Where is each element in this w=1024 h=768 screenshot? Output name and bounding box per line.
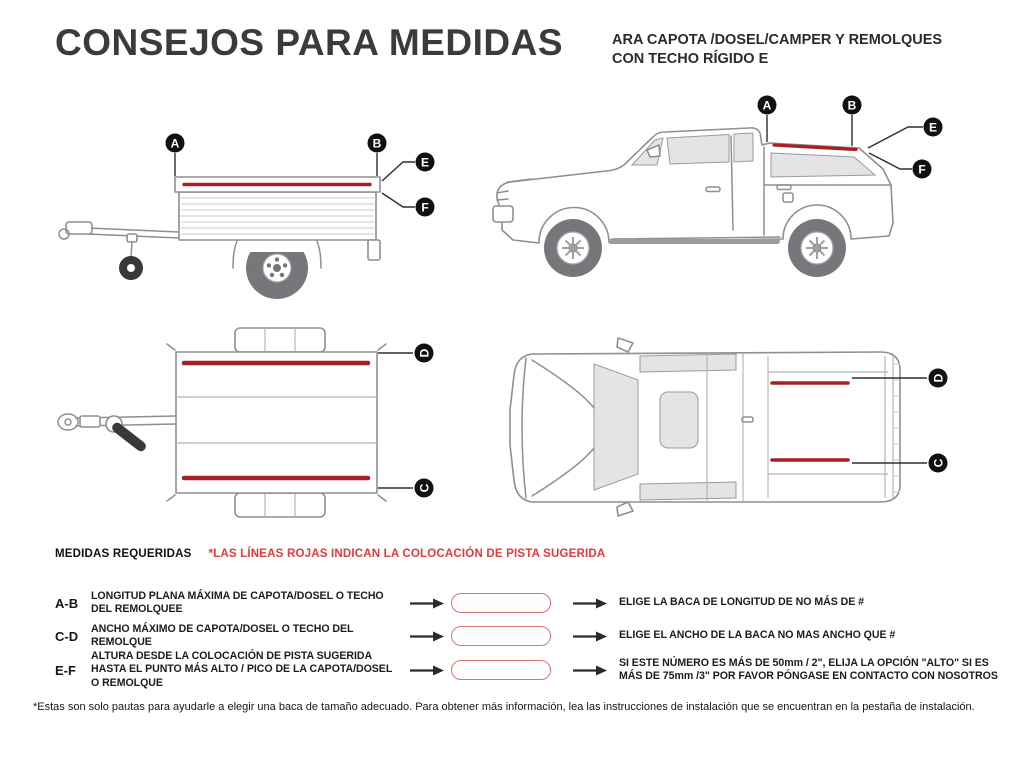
measure-key: C-D bbox=[55, 628, 79, 644]
measure-badge-e bbox=[924, 118, 943, 137]
sunroof bbox=[660, 392, 698, 448]
measure-badge-f bbox=[416, 198, 435, 217]
windshield-top bbox=[594, 364, 638, 490]
trailer-fender-bottom bbox=[235, 493, 325, 517]
measurement-entry-pill[interactable] bbox=[451, 626, 551, 646]
measure-badge-d bbox=[415, 344, 434, 363]
svg-text:B: B bbox=[847, 98, 857, 113]
arrow-right-icon bbox=[573, 631, 607, 642]
front-door-window bbox=[667, 135, 729, 165]
page-subtitle-line1: ARA CAPOTA /DOSEL/CAMPER Y REMOLQUES bbox=[612, 32, 943, 48]
svg-text:D: D bbox=[417, 348, 432, 358]
measure-badge-b bbox=[368, 134, 387, 153]
measure-description: LONGITUD PLANA MÁXIMA DE CAPOTA/DOSEL O TECHO DEL REMOLQUEE bbox=[91, 589, 384, 615]
measure-description: ALTURA DESDE LA COLOCACIÓN DE PISTA SUGERIDA HASTA EL PUNTO MÁS ALTO / PICO DE LA CAPOTA/DOSEL O REMOLQUE bbox=[91, 649, 393, 689]
svg-text:F: F bbox=[421, 200, 429, 215]
arrow-right-icon bbox=[573, 598, 607, 609]
trailer-bed-top bbox=[176, 352, 377, 493]
measure-badge-a bbox=[166, 134, 185, 153]
measure-badge-f bbox=[913, 160, 932, 179]
svg-text:C: C bbox=[931, 458, 946, 468]
side-windows-top bbox=[640, 354, 736, 372]
measure-row-ab bbox=[55, 584, 1007, 622]
measure-description: ANCHO MÁXIMO DE CAPOTA/DOSEL O TECHO DEL REMOLQUE bbox=[91, 622, 354, 648]
running-board bbox=[608, 239, 780, 244]
truck-top-view-diagram bbox=[480, 330, 1010, 530]
side-windows-bottom bbox=[640, 482, 736, 500]
trailer-top-view-diagram bbox=[30, 320, 450, 530]
measure-result: ELIGE LA BACA DE LONGITUD DE NO MÁS DE # bbox=[619, 596, 865, 609]
measure-row-ef bbox=[55, 648, 1007, 692]
measure-badge-b bbox=[843, 96, 862, 115]
svg-text:E: E bbox=[928, 120, 938, 135]
measure-badge-a bbox=[758, 96, 777, 115]
trailer-fender-top bbox=[235, 328, 325, 352]
trailer-side-view-diagram bbox=[30, 100, 450, 320]
measure-result: SI ESTE NÚMERO ES MÁS DE 50mm / 2", ELIJA LA OPCIÓN "ALTO" SI ES MÁS DE 75mm /3" POR FAVOR PÓNGASE EN CONTACTO CON NOSOTROS bbox=[619, 656, 998, 682]
truck-body-outline bbox=[510, 352, 900, 502]
measure-row-cd bbox=[55, 621, 1007, 651]
front-bumper bbox=[493, 206, 513, 222]
measure-key: E-F bbox=[55, 662, 76, 678]
side-mirror bbox=[617, 338, 633, 352]
page-subtitle bbox=[612, 31, 1012, 69]
page-subtitle-line2: CON TECHO RÍGIDO E bbox=[612, 51, 769, 67]
arrow-right-icon bbox=[410, 631, 444, 642]
svg-text:A: A bbox=[762, 98, 772, 113]
measurement-entry-pill[interactable] bbox=[451, 593, 551, 613]
page-title: CONSEJOS PARA MEDIDAS bbox=[55, 22, 564, 63]
side-mirror bbox=[617, 502, 633, 516]
svg-text:A: A bbox=[170, 136, 180, 151]
trailer-hitch-coupler bbox=[58, 414, 78, 430]
measure-badge-e bbox=[416, 153, 435, 172]
measure-badge-c bbox=[415, 479, 434, 498]
measures-header bbox=[55, 548, 605, 560]
trailer-hitch-coupler bbox=[66, 222, 92, 234]
svg-text:B: B bbox=[372, 136, 382, 151]
measurement-entry-pill[interactable] bbox=[451, 660, 551, 680]
arrow-right-icon bbox=[410, 665, 444, 676]
measure-result: ELIGE EL ANCHO DE LA BACA NO MAS ANCHO QUE # bbox=[619, 629, 896, 642]
red-lines-note: *LAS LÍNEAS ROJAS INDICAN LA COLOCACIÓN DE PISTA SUGERIDA bbox=[208, 548, 606, 560]
truck-side-view-diagram bbox=[480, 90, 1010, 300]
arrow-right-icon bbox=[410, 598, 444, 609]
svg-text:F: F bbox=[918, 162, 926, 177]
rear-door-window bbox=[734, 133, 753, 162]
measure-badge-d bbox=[929, 369, 948, 388]
svg-text:C: C bbox=[417, 483, 432, 493]
svg-text:D: D bbox=[931, 373, 946, 383]
svg-text:E: E bbox=[420, 155, 430, 170]
measures-heading: MEDIDAS REQUERIDAS bbox=[55, 548, 192, 560]
footnote: *Estas son solo pautas para ayudarle a elegir una baca de tamaño adecuado. Para obtener más información, lea las instrucciones de instalación que se encuentran en la pestaña de instalación. bbox=[33, 701, 975, 713]
measure-badge-c bbox=[929, 454, 948, 473]
measure-key: A-B bbox=[55, 595, 79, 611]
arrow-right-icon bbox=[573, 665, 607, 676]
